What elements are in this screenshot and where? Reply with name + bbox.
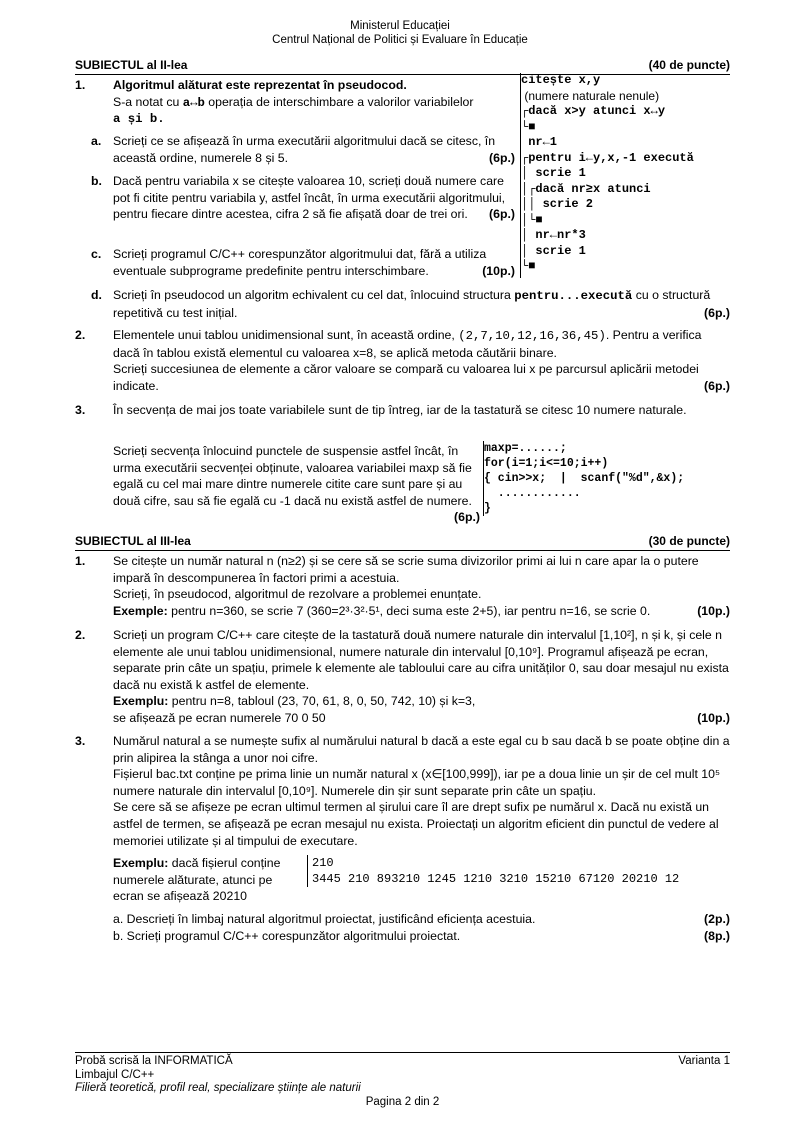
s2-q1-a-label: a. — [91, 134, 102, 148]
s3-q3-text-b: Fișierul bac.txt conține pe prima linie un număr natural x (x∈[100,999]), iar pe a doua linie un șir de cel mult 10⁵ numere naturale din intervalul [0,10⁹]. Numerele din șir sunt separate prin câte un spațiu. — [113, 767, 721, 798]
s2-q3-text-a: În secvența de mai jos toate variabilele sunt de tip întreg, iar de la tastatură se citesc 10 numere naturale. — [113, 403, 687, 417]
footer-language: Limbajul C/C++ — [75, 1068, 155, 1081]
s2-q1-b — [75, 173, 515, 223]
s3-q3-b-text: b. Scrieți programul C/C++ corespunzător algoritmului proiectat. — [113, 929, 461, 943]
s3-q3-text-a: Numărul natural a se numește sufix al numărului natural b dacă a este egal cu b sau dacă b se poate obține din a prin alipirea la stânga a unor noi cifre. — [113, 734, 730, 765]
s2-q1-d-label: d. — [91, 288, 102, 302]
s2-q1-d-code: pentru...execută — [514, 289, 633, 303]
s2-q1-d-text-a: Scrieți în pseudocod un algoritm echivalent cu cel dat, înlocuind structura — [113, 288, 515, 302]
s2-q1-number: 1. — [75, 78, 86, 92]
s2-q1-swap-vars: a și b. — [113, 112, 165, 127]
s2-q1-swap-op: a↔b — [182, 95, 205, 110]
s3-q3-b-points: (8p.) — [704, 929, 730, 943]
s2-q2-text-a: Elementele unui tablou unidimensional sunt, în această ordine, — [113, 328, 459, 342]
page-header — [0, 19, 800, 47]
s2-q1-b-points: (6p.) — [489, 207, 515, 222]
s3-q3-a-points: (2p.) — [704, 912, 730, 926]
s3-q3-file-content — [307, 855, 679, 887]
s2-q1-swap-note-b: operația de interschimbare a valorilor variabilelor — [204, 94, 474, 109]
s2-q1-c-text: Scrieți programul C/C++ corespunzător algoritmului dat, fără a utiliza eventuale subprograme predefinite pentru interschimbare. — [113, 247, 487, 278]
s3-q3-text-c: Se cere să se afișeze pe ecran ultimul termen al șirului care îl are drept sufix pe numărul x. Dacă nu există un astfel de termen, se afișează pe ecran mesajul nu exista. Proiectați un algoritm eficient din punctul de vedere al memoriei utilizate și al timpului de executare. — [113, 800, 719, 848]
s2-q2-number: 2. — [75, 328, 86, 342]
s2-q2-text-c: Scrieți succesiunea de elemente a căror valoare se compară cu valoarea lui x pe parcursul aplicării metodei indicate. — [113, 362, 699, 393]
s2-q1-d-points: (6p.) — [704, 305, 730, 320]
s2-q1-swap-note-a: S-a notat cu — [113, 94, 183, 109]
s2-q1-a-text: Scrieți ce se afișează în urma executării algoritmului dacă se citesc, în această ordine, numerele 8 și 5. — [113, 134, 496, 165]
s3-q3-number: 3. — [75, 734, 86, 748]
algo-line: (numere naturale nenule) — [521, 88, 660, 103]
section-3-title — [75, 533, 730, 551]
algo-line: ┌pentru i←y,x,-1 execută — [521, 150, 694, 165]
algo-line: └■ — [521, 119, 536, 134]
algo-line: │ scrie 1 — [521, 166, 586, 180]
footer-track: Filieră teoretică, profil real, specializare științe ale naturii — [75, 1082, 361, 1094]
algo-line: │└■ — [521, 212, 543, 227]
s2-q3-points: (6p.) — [454, 510, 480, 525]
algo-line: │ scrie 1 — [521, 243, 586, 258]
s3-q2-number: 2. — [75, 628, 86, 642]
algo-line: ┌dacă x>y atunci x↔y — [521, 104, 666, 118]
s2-q3 — [75, 402, 730, 419]
s2-q1-b-label: b. — [91, 174, 102, 188]
s3-q1 — [75, 553, 730, 619]
file-line-1: 210 — [312, 856, 334, 870]
s2-q1-c-points: (10p.) — [482, 263, 515, 278]
section-2-points: (40 de puncte) — [648, 58, 730, 72]
s3-q1-example-text: pentru n=360, se scrie 7 (360=2³·3²·5¹, deci suma este 2+5), iar pentru n=16, se scrie 0. — [167, 603, 651, 618]
s3-q1-points: (10p.) — [697, 603, 730, 618]
s2-q1-a-points: (6p.) — [489, 150, 515, 165]
s3-q2-example-text-a: pentru n=8, tabloul (23, 70, 61, 8, 0, 50, 742, 10) și k=3, — [168, 694, 476, 709]
s3-q2-text-a: Scrieți un program C/C++ care citește de la tastatură două numere naturale din intervalul [1,10²], n și k, și cele n elemente ale unui tablou unidimensional, numere naturale din intervalul [0,10⁹]. Programul afișează pe ecran, separate prin câte un spațiu, primele k elemente ale tabloului care au cifra unităților 0, sau doar mesajul nu exista dacă nu există k astfel de elemente. — [113, 628, 729, 692]
code-line: { cin>>x; | scanf("%d",&x); — [484, 472, 685, 485]
footer-exam: Probă scrisă la INFORMATICĂ — [75, 1055, 233, 1067]
ministry-name: Ministerul Educației — [350, 20, 450, 32]
s3-q3-a-text: a. Descrieți în limbaj natural algoritmul proiectat, justificând eficiența acestuia. — [113, 912, 536, 926]
s3-q2-example-text-b: se afișează pe ecran numerele 70 0 50 — [113, 710, 326, 725]
algo-line: ││ scrie 2 — [521, 197, 594, 211]
s2-q3-statement — [75, 443, 480, 526]
s2-q2-text-b: . Pentru a verifica dacă în tablou există elementul cu valoarea x=8, se aplică metoda căutării binare. — [113, 328, 702, 360]
s2-q1-c-label: c. — [91, 247, 102, 261]
s3-q2-example-label: Exemplu: — [113, 694, 169, 709]
code-sequence — [483, 441, 729, 516]
algo-line: │┌dacă nr≥x atunci — [521, 181, 651, 196]
s3-q1-example-label: Exemple: — [113, 603, 168, 618]
s2-q1-c — [75, 246, 515, 279]
algo-line: nr←1 — [521, 135, 558, 149]
s3-q3-a — [75, 911, 730, 928]
footer-page-number: Pagina 2 din 2 — [365, 1095, 440, 1108]
s2-q1-intro — [75, 77, 515, 128]
s3-q1-number: 1. — [75, 554, 86, 568]
s2-q1-a — [75, 133, 515, 166]
s3-q2-points: (10p.) — [697, 710, 730, 725]
s3-q2 — [75, 627, 730, 727]
s2-q1-d-text-b: cu o structură repetitivă cu test inițial. — [113, 288, 711, 320]
section-3-points: (30 de puncte) — [648, 534, 730, 548]
footer-variant: Varianta 1 — [678, 1055, 730, 1067]
s2-q2-array: (2,7,10,12,16,36,45) — [458, 329, 606, 343]
center-name: Centrul Național de Politici și Evaluare în Educație — [272, 34, 528, 46]
algo-line: └■ — [521, 259, 536, 273]
s3-q3-example — [75, 855, 305, 905]
s3-q3-example-label: Exemplu: — [113, 856, 169, 870]
s3-q3-example-text: dacă fișierul conține numerele alăturate, atunci pe ecran se afișează 20210 — [113, 856, 281, 904]
s3-q1-text-b: Scrieți, în pseudocod, algoritmul de rezolvare a problemei enunțate. — [113, 587, 482, 602]
s2-q3-text-b: Scrieți secvența înlocuind punctele de suspensie astfel încât, în urma executării secvenței obținute, valoarea variabilei maxp să fie egală cu cel mai mare dintre numerele citite care sunt pare și au două cifre, sau să fie egală cu -1 dacă nu există astfel de numere. — [113, 444, 472, 508]
code-line: maxp=......; — [484, 442, 567, 455]
s2-q1-intro-text: Algoritmul alăturat este reprezentat în pseudocod. — [113, 78, 407, 92]
s2-q3-number: 3. — [75, 403, 86, 417]
s3-q3-b — [75, 928, 730, 945]
section-3-heading: SUBIECTUL al III-lea — [75, 534, 191, 548]
algo-line: │ nr←nr*3 — [521, 228, 586, 242]
file-line-2: 3445 210 893210 1245 1210 3210 15210 67120 20210 12 — [312, 872, 680, 887]
s2-q2-points: (6p.) — [704, 378, 730, 393]
s3-q1-text-a: Se citește un număr natural n (n≥2) și se cere să se scrie suma divizorilor primi ai lui n care apar la o putere impară în descompunerea în factori primi a acestuia. — [113, 554, 699, 585]
code-line: } — [484, 502, 491, 515]
s2-q1-d — [75, 287, 730, 321]
s2-q1-b-text: Dacă pentru variabila x se citește valoarea 10, scrieți două numere care pot fi citite pentru variabila y, astfel încât, în urma executării algoritmului, pentru fiecare dintre acestea, cifra 2 să fie afișată doar de trei ori. — [113, 174, 506, 222]
page-footer — [75, 1052, 730, 1109]
s3-q3 — [75, 733, 730, 849]
section-2-heading: SUBIECTUL al II-lea — [75, 58, 188, 72]
algo-line: citește x,y — [521, 73, 601, 87]
code-line: ............ — [484, 487, 581, 500]
algorithm-pseudocode — [520, 73, 733, 278]
s2-q2 — [75, 327, 730, 394]
code-line: for(i=1;i<=10;i++) — [484, 457, 609, 470]
